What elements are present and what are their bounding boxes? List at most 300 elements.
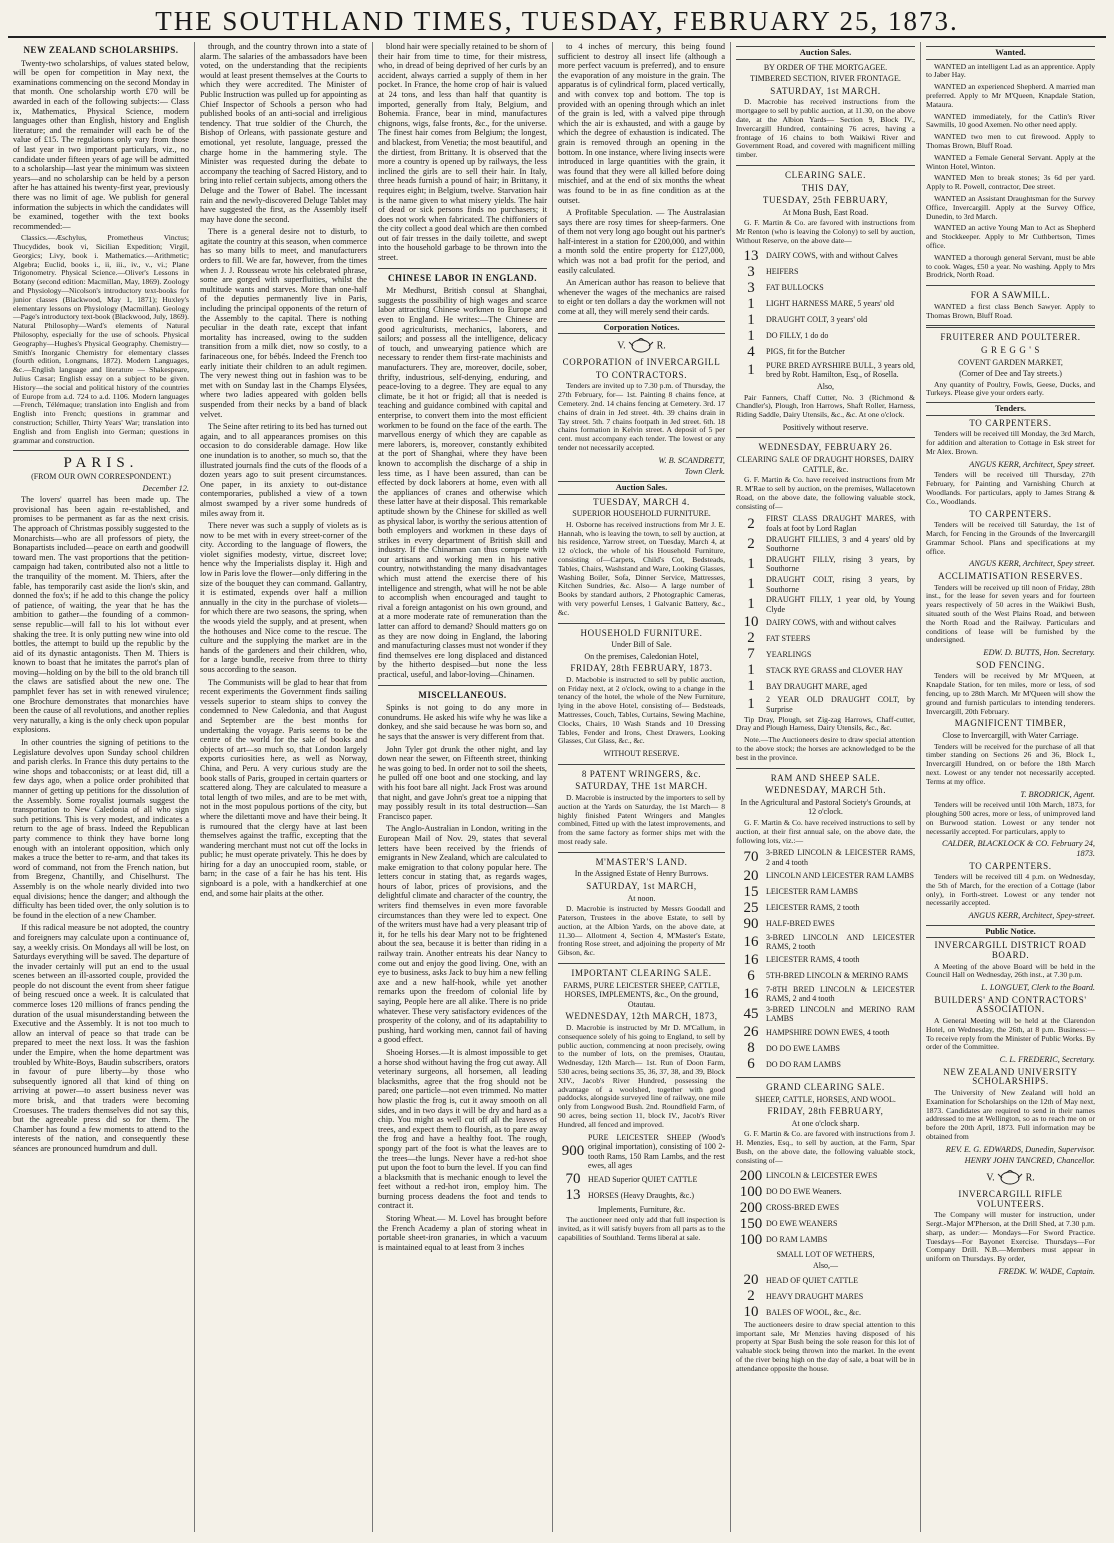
lot-count: 90 xyxy=(743,915,759,932)
builders-heading: BUILDERS' AND CONTRACTORS' ASSOCIATION. xyxy=(934,994,1087,1015)
column-5 xyxy=(731,42,921,1532)
lot-count: 3 xyxy=(747,263,755,280)
lot-count: 2 xyxy=(747,630,755,647)
column-3 xyxy=(373,42,553,1532)
crest-right-letter: R. xyxy=(1025,1172,1035,1184)
paris-cont-paragraph-4: There never was such a supply of violets as is now to be met with in every street-corner of the city. According to the language of flowers, the violet signifies modesty, virtue, discreet love; hence why the Imperialists display it. High and low in Paris love the flower—only differing in the size of the bouquet they can command. Gallantry, it is estimated, expends over half a million annually in the city in the purchase of violets—for which there are two seasons, the spring, when the woods yield the supply, and at present, when the hothouses and Nice come to the rescue. The culture and the supplying the market are in the hands of the gardeners and their children, who, for a large bundle, receive from three to thirty sous according to the season. xyxy=(200,521,367,674)
lot-count: 45 xyxy=(743,1005,759,1022)
lot-description: DO FILLY, 1 do do xyxy=(766,331,829,341)
lot-row xyxy=(736,1289,915,1304)
public-notice-header: Public Notice. xyxy=(926,925,1095,939)
covent-garden: COVENT GARDEN MARKET, xyxy=(958,357,1063,367)
chinese-labor-heading: CHINESE LABOR IN ENGLAND. xyxy=(387,272,538,283)
lot-count: 16 xyxy=(743,933,759,950)
one-oclock: At one o'clock sharp. xyxy=(791,1118,860,1128)
road-board-signature: L. LONGUET, Clerk to the Board. xyxy=(981,983,1095,993)
tender-8-signature: ANGUS KERR, Architect, Spey-street. xyxy=(968,911,1095,921)
scholarships-subjects: Classics.—Æschylus, Prometheus Vinctus; Thucydides, book vi, Sicilian Expedition; Virgil, Georgics; Livy, book i. Mathematics.—Arithmetic; Algebra; Euclid, books i., ii, iii., iv., v., vi.; Plane Trigonometry. Physical Science.—Oliver's Lessons in Botany (second edition: Macmillan, May, 1869). Zoology and Physiology—Nicolson's introductory text-books for junior classes (Blackwood, May 1, 1871); Huxley's elementary lessons on Physiology (Macmillan). Geology—Page's introductory text-book (Blackwood, July, 1869). Natural Philosophy—Ward's elements of Natural Philosophy, especially for the use of schools. Physical Geography—Hughes's Physical Geography. Chemistry—Smith's Inorganic Chemistry for elementary classes (fourth edition, Longmans, 1872). Modern Languages, &c.—English language and literature — Shakespeare, Julius Cæsar; English essay on a subject to be given. History—the social and political history of the countries of Europe from a.d. 724 to a.d. 1106. Modern languages—French, Télémaque; translation into English and from English into French; questions in grammar and construction; Schiller, Thirty Years' War; translation into English and from English into German; questions in grammar and construction. xyxy=(13,233,189,445)
lot-count: 2 xyxy=(747,515,755,532)
divider xyxy=(736,1077,915,1078)
lot-description: STACK RYE GRASS and CLOVER HAY xyxy=(766,666,904,676)
lot-row xyxy=(736,695,915,714)
miscellaneous-heading: MISCELLANEOUS. xyxy=(418,689,507,700)
furniture-heading: SUPERIOR HOUSEHOLD FURNITURE. xyxy=(572,509,711,519)
lot-row xyxy=(736,901,915,916)
crest-icon xyxy=(997,1170,1023,1186)
divider xyxy=(558,852,725,853)
lot-description: DO DO RAM LAMBS xyxy=(766,1059,841,1069)
lot-count: 4 xyxy=(747,343,755,360)
wringers-date: SATURDAY, THE 1st MARCH. xyxy=(575,781,708,792)
lot-count: 900 xyxy=(561,1143,585,1160)
lot-row xyxy=(736,615,915,630)
lot-count: 20 xyxy=(743,867,759,884)
wanted-header: Wanted. xyxy=(926,46,1095,60)
lot-count: 26 xyxy=(743,1024,759,1041)
lot-row xyxy=(736,917,915,932)
lot-description: HALF-BRED EWES xyxy=(766,919,835,929)
household-text: D. Macbobie is instructed to sell by public auction, on Friday next, at 2 o'clock, owing to a change in the tenancy of the hotel, the whole of the New Furniture, lying in the above Hotel, consisting of— Bedsteads, Mattresses, Couch, Tables, Curtains, Sewing Machine, Clocks, Chairs, 10 Wash Stands and 10 Dressing Tables, Fender and Irons, Chest Drawers, Looking Glasses, Cut Glass, &c., &c. xyxy=(558,674,725,746)
university-heading: NEW ZEALAND UNIVERSITY SCHOLARSHIPS. xyxy=(943,1066,1078,1087)
auction-sales-header: Auction Sales. xyxy=(558,481,725,495)
misc-paragraph-2: John Tyler got drunk the other night, and lay down near the sewer, on Fifteenth street, thinking he was going to bed. In order not to soil the sheets, he pulled off one boot and one stocking, and lay with his foot bare all night. Jack Frost was around that night, and gave John's great toe a nipping that may possibly result in its total destruction—San Francisco paper. xyxy=(378,744,547,821)
american-paragraph: An American author has reason to believe that whenever the wages of the mechanics are raised to eight or ten dollars a day the workmen will not come at all, they will merely send their cards. xyxy=(558,278,725,317)
lot-row xyxy=(736,313,915,328)
lot-description: DAIRY COWS, with and without calves xyxy=(766,618,896,628)
friday-28: FRIDAY, 28th FEBRUARY, xyxy=(767,1106,884,1117)
wanted-ad: WANTED two men to cut firewood. Apply to Thomas Brown, Bluff Road. xyxy=(926,132,1095,150)
clearing-heading: IMPORTANT CLEARING SALE. xyxy=(571,967,712,978)
tuesday-25: TUESDAY, 25th FEBRUARY, xyxy=(762,195,889,206)
tuesday-march-4: TUESDAY, MARCH 4. xyxy=(593,496,690,507)
mmaster-sub: In the Assigned Estate of Henry Burrows. xyxy=(574,869,709,879)
lot-row xyxy=(736,535,915,554)
contractors-heading: TO CONTRACTORS. xyxy=(595,369,688,380)
lot-row xyxy=(558,1133,725,1171)
tender-1-signature: ANGUS KERR, Architect, Spey street. xyxy=(969,459,1095,469)
lot-description: DRAUGHT FILLIES, 3 and 4 years' old by Southorne xyxy=(766,534,915,554)
lot-row xyxy=(736,1185,915,1200)
lot-count: 20 xyxy=(743,1271,759,1288)
lot-description: 2 YEAR OLD DRAUGHT COLT, by Surprise xyxy=(766,695,915,714)
ram-place: In the Agricultural and Pastoral Society's Grounds, at 12 o'clock. xyxy=(740,797,911,817)
misc-paragraph-4: Shoeing Horses.—It is almost impossible to get a horse shod without having the frog cut away. All veterinary surgeons, all horsemen, all leading blacksmiths, agree that the frog should not be pared; one particle—not even trimmed. No matter how plastic the frog is, cut it away smooth on all sides, and in two days it will be dry and hard as a chip. You might as well cut off all the leaves of trees, and expect them to flourish, as to pare away the frog and have a healthy foot. The rough, spongy part of the foot is what the leaves are to the trees—the lungs. Never have a red-hot shoe put upon the foot to burn the level. If you can find a blacksmith that is mechanic enough to level the feet without a red-hot iron, employ him. The burning process deadens the foot and tends to contract it. xyxy=(378,1047,547,1211)
lot-row xyxy=(736,1217,915,1232)
lot-description: PIGS, fit for the Butcher xyxy=(766,347,845,357)
lot-row xyxy=(736,631,915,646)
lot-count: 70 xyxy=(565,1170,581,1187)
divider xyxy=(736,165,915,166)
household-place: On the premises, Caledonian Hotel, xyxy=(584,651,699,661)
lot-description: LINCOLN & LEICESTER EWES xyxy=(766,1171,878,1181)
divider xyxy=(13,450,189,451)
lot-description: PURE LEICESTER SHEEP (Wood's original importation), consisting of 100 2-tooth Rams, 150 Ram Lambs, and the rest ewes, all ages xyxy=(588,1132,725,1171)
mona-bush-place: At Mona Bush, East Road. xyxy=(782,207,869,217)
lot-row xyxy=(736,869,915,884)
tender-1: Tenders will be received till Monday, the 3rd March, for addition and alteration to Cottage in Esk street for Mr Alex. Brown. xyxy=(926,429,1095,457)
lot-row xyxy=(736,1057,915,1072)
wanted-ad: WANTED immediately, for the Catlin's River Sawmills, 10 good Axemen. No other need apply. xyxy=(926,111,1095,130)
lot-description: LINCOLN AND LEICESTER RAM LAMBS xyxy=(766,871,915,881)
lot-row xyxy=(736,1305,915,1320)
lot-count: 13 xyxy=(565,1186,581,1203)
mortgagee-line: BY ORDER OF THE MORTGAGEE. xyxy=(763,62,888,72)
lot-row xyxy=(736,361,915,380)
lot-row xyxy=(736,985,915,1004)
lot-row xyxy=(736,1005,915,1024)
crest-left-letter: V. xyxy=(986,1172,995,1184)
lot-row xyxy=(736,1233,915,1248)
lot-row xyxy=(736,514,915,533)
lots-grand-2 xyxy=(736,1273,915,1320)
implements-line: Implements, Furniture, &c. xyxy=(597,1204,686,1214)
chinese-labor-paragraph: Mr Medhurst, British consul at Shanghai, suggests the possibility of high wages and scarce labor attracting Chinese workmen to Europe and even to England. He writes:—The Chinese are good agriculturists, mechanics, laborers, and sailors; and possess all the intelligence, delicacy of touch, and unwearying patience which are necessary to render them first-rate machinists and manufacturers. They are, moreover, docile, sober, thrifty, industrious, self-denying, enduring, and peace-loving to a degree. They are equal to any climate, be it hot or frigid; all that is needed is teaching and guidance combined with capital and enterprise, to convert them into the most efficient workmen to be found on the face of the earth. The marvellous energy of which they are capable as mere laborers, is, moreover, constantly exhibited at the port of Shanghai, where they have been known to accomplish the discharge of a ship in less time, as I have been assured, than can be effected by dock laborers at home, even with all the appliances of cranes and otherwise which these latter have at their disposal. This remarkable aptitude shown by the Chinese for skilled as well as physical labor, is worthy the serious attention of both employers and workmen in these days of strikes in every department of British skill and industry. If the Chinaman can thus compete with our artisans and working men in his native country, notwithstanding the many disadvantages which must attend the exercise there of his intelligence and strength, what will he not be able to accomplish when encouraged and taught to rival a foreign antagonist on his own ground, and at a more moderate rate of remuneration than the latter can afford to demand? Should matters go on as they are now doing in England, the laboring and manufacturing classes must not wonder if they find themselves ere long displaced and distanced by the hitherto despised—but none the less practical, useful, and labor-loving—Chinamen. xyxy=(378,286,547,679)
carpenters-heading-1: TO CARPENTERS. xyxy=(969,417,1052,428)
household-heading: HOUSEHOLD FURNITURE. xyxy=(580,627,703,638)
clearing-date: WEDNESDAY, 12th MARCH, 1873, xyxy=(565,1011,718,1022)
lots-draught xyxy=(736,514,915,714)
lot-description: HORSES (Heavy Draughts, &c.) xyxy=(588,1190,694,1200)
tender-5: Tenders will be received by Mr M'Queen, at Knapdale Station, for ten miles, more or less, of sod fencing, up to 28th March. Mr M'Queen will show the ground and furnish particulars to intending tenderers. Invercargill, 20th February. xyxy=(926,671,1095,716)
scholarships-heading: NEW ZEALAND SCHOLARSHIPS. xyxy=(23,45,179,55)
mmaster-text: D. Macrobie is instructed by Messrs Goodall and Paterson, Trustees in the above Estate, to sell by auction, at the Albion Yards, on the above date, at 11.30— Allotment 4, Section 4, M'Master's Estate, fronting Rose street, and adjoining the property of Mr Gibson, &c. xyxy=(558,904,725,958)
column-2 xyxy=(195,42,373,1532)
wringers-heading: 8 PATENT WRINGERS, &c. xyxy=(581,768,702,779)
also-line-2: Also,— xyxy=(812,1261,839,1271)
wringers-text: D. Macrobie is instructed by the importers to sell by auction at the Yards on Saturday, the 1st March— 8 highly finished Patent Wringers and Mangles combined, Fitted up with the latest improvements, and from the same factory as former ships met with the most ready sale. xyxy=(558,793,725,847)
misc-paragraph-5: Storing Wheat.— M. Lovel has brought before the French Academy a plan of storing wheat in portable sheet-iron granaries, in which a vacuum is maintained equal to at least from 3 inches xyxy=(378,1214,547,1252)
lot-count: 1 xyxy=(747,662,755,679)
carpenters-heading-2: TO CARPENTERS. xyxy=(969,508,1052,519)
royal-crest xyxy=(558,338,725,354)
lot-row xyxy=(736,969,915,984)
paris-cont-paragraph-1: through, and the country thrown into a state of alarm. The salaries of the ambassadors have been voted, on the understanding that the recipients would at least present themselves at the Courts to which they were accredited. The Minister of Public Instruction was pulled up for appointing as Chief Inspector of Schools a person who had published books of an anti-social and irreligious tendency. That true soldier of the Church, the Bishop of Orleans, with passionate gesture and emotional, yet resolute, language, pressed the charge home in the hammering style. The Minister was requested during the debate to accompany the teaching of Sacred History, and to bring into relief certain subjects, among others the Deluge and the Tower of Babel. The incessant rain and the newly-discovered Deluge Tablet may have suggested the first, as the Assembly itself may have done the second. xyxy=(200,42,367,224)
acclimatisation-heading: ACCLIMATISATION RESERVES. xyxy=(938,571,1083,582)
tender-6-signature: T. BRODRICK, Agent. xyxy=(1020,789,1095,799)
scholarships-intro: Twenty-two scholarships, of values stated below, will be open for competition in May next, the examinations commencing on the second Monday in that month. One scholarship worth £70 will be awarded in each of the following subjects:— Class ix, Mathematics, Physical Science, modern languages other than English, history and English literature; and the remainder will each be of the value of £15. The regulations only vary from those of last year in two important particulars, viz., no candidate under fifteen years of age will be admitted to a scholarship—last year the minimum was sixteen years—and no scholarship can be held by a person after he has attained his twenty-first year, previously there was no limit of age. We publish for general information the subjects in which the candidates will be examined, together with the text books recommended:— xyxy=(13,58,189,231)
draught-note: Note.—The Auctioneers desire to draw special attention to the above stock; the horses are acknowledged to be the best in the province. xyxy=(736,735,915,762)
crest-left-letter: V. xyxy=(617,340,626,352)
draught-text: G. F. Martin & Co. have received instructions from Mr R. M'Rae to sell by auction, on the premises, Wallacetown Road, on the above date, the following valuable stock, consisting of— xyxy=(736,475,915,511)
column-6 xyxy=(921,42,1100,1532)
lot-description: FAT BULLOCKS xyxy=(766,283,824,293)
lot-description: BAY DRAUGHT MARE, aged xyxy=(766,682,868,692)
builders-signature: C. L. FREDERIC, Secretary. xyxy=(999,1055,1095,1065)
tender-3-signature: ANGUS KERR, Architect, Spey street. xyxy=(969,559,1095,569)
lot-row xyxy=(736,1273,915,1288)
lot-description: HEIFERS xyxy=(766,267,799,277)
divider xyxy=(378,685,547,686)
divider xyxy=(736,768,915,769)
lot-count: 10 xyxy=(743,1303,759,1320)
greggs-heading: G R E G G ' S xyxy=(981,344,1040,355)
mmaster-heading: M'MASTER'S LAND. xyxy=(595,856,688,867)
lot-row xyxy=(736,848,915,867)
paris-cont-paragraph-3: The Seine after retiring to its bed has turned out again, and to all appearances promises on this occasion to do considerable damage. How like one inundation is to another, so much so, that the illustrated journals find the cuts of the floods of a dozen years ago to suit present circumstances. One paper, in its anxiety to out-distance contemporaries, published a view of a town almost swamped by a river some hundreds of miles away from it. xyxy=(200,422,367,518)
lot-description: DAIRY COWS, with and without Calves xyxy=(766,251,898,261)
clearing-sub: FARMS, PURE LEICESTER SHEEP, CATTLE, HORSES, IMPLEMENTS, &c., On the ground, Otautau. xyxy=(563,980,720,1009)
lot-count: 8 xyxy=(747,1040,755,1057)
wednesday-26: WEDNESDAY, FEBRUARY 26. xyxy=(758,442,893,453)
lot-description: LEICESTER RAM LAMBS xyxy=(766,887,859,897)
lot-description: 7-8TH BRED LINCOLN & LEICESTER RAMS, 2 and 4 tooth xyxy=(766,984,915,1004)
timbered-heading: TIMBERED SECTION, RIVER FRONTAGE. xyxy=(750,74,901,84)
divider xyxy=(736,437,915,438)
rifle-text: The Company will muster for instruction, under Sergt.-Major M'Pherson, at the Drill Shed, at 7.30 p.m. sharp, as under:— Mondays—For Sword Practice. Tuesdays—For Bayonet Exercise. Thursdays—For Company Drill. N.B.—Members must appear in uniform on Thursdays. By order, xyxy=(926,1210,1095,1264)
lot-description: HAMPSHIRE DOWN EWES, 4 tooth xyxy=(766,1027,890,1037)
wanted-list xyxy=(926,63,1095,281)
ram-text: G. F. Martin & Co. have received instructions to sell by auction, at their first annual sale, on the above date, the following lots, viz.:— xyxy=(736,817,915,845)
lot-row xyxy=(736,265,915,280)
tender-4: Tenders will be received up till noon of Friday, 28th inst., for the lease for seven years and for fourteen years respectively of 50 acres in the Waikiwi Bush, situated south of the West Plains Road, and between the North Road and the Railway. Particulars and conditions of lease will be furnished by the undersigned. xyxy=(926,582,1095,645)
osborne-notice: H. Osborne has received instructions from Mr J. E. Hannah, who is leaving the town, to sell by auction, at his residence, Yarrow street, on Tuesday, March 4, at 12 o'clock, the whole of his Household Furniture, consisting of—Carpets, Child's Cot, Bedsteads, Tables, Chairs, Washstand and Ware, Looking Glasses, Washing Boiler, Sofa, Dinner Service, Mattresses, Kitchen Sundries, &c. Also— A large number of Books by standard authors, 2 Photographic Cameras, with very powerful Lenses, 1 Galvanic Battery, &c., &c. xyxy=(558,519,725,617)
wanted-ad: WANTED a thorough general Servant, must be able to cook. Wages, £50 a year. No washing. Apply to Mrs Brodrick, North Road. xyxy=(926,252,1095,280)
lot-count: 2 xyxy=(747,535,755,552)
lots-ram xyxy=(736,848,915,1072)
lot-description: 3-BRED LINCOLN & LEICESTER RAMS, 2 and 4 tooth xyxy=(766,848,915,867)
grand-text: G. F. Martin & Co. are favored with instructions from J. H. Menzies, Esq., to sell by auction, at the Farm, Spar Bush, on the above date, the following valuable stock, consisting of— xyxy=(736,1129,915,1165)
lot-description: HEAVY DRAUGHT MARES xyxy=(766,1291,864,1301)
tender-7-signature: CALDER, BLACKLOCK & CO. February 24, 1873. xyxy=(941,839,1095,858)
tender-2: Tenders will be received till Thursday, 27th February, for Painting and Varnishing Church at Woodlands. For particulars, apply to James Strang & Co., Woodlands. xyxy=(926,470,1095,506)
rifle-signature: FREDK. W. WADE, Captain. xyxy=(998,1266,1095,1276)
lot-description: DO RAM LAMBS xyxy=(766,1235,828,1245)
lots-mona xyxy=(736,249,915,380)
road-board-heading: INVERCARGILL DISTRICT ROAD BOARD. xyxy=(934,940,1087,961)
wanted-ad: WANTED an experienced Shepherd. A married man preferred. Apply to Mr M'Queen, Knapdale Station, Mataura. xyxy=(926,82,1095,109)
timbered-date: SATURDAY, 1st MARCH. xyxy=(770,85,881,96)
paris-heading: PARIS. xyxy=(63,455,139,472)
rifle-heading: INVERCARGILL RIFLE VOLUNTEERS. xyxy=(958,1188,1063,1209)
wethers-line: SMALL LOT OF WETHERS, xyxy=(776,1249,875,1259)
lot-count: 3 xyxy=(747,279,755,296)
lot-count: 1 xyxy=(747,696,755,713)
lot-description: 3-BRED LINCOLN and MERINO RAM LAMBS xyxy=(766,1004,915,1024)
lot-row xyxy=(736,1201,915,1216)
tender-4-signature: EDW. D. BUTTS, Hon. Secretary. xyxy=(983,648,1095,658)
without-reserve: WITHOUT RESERVE. xyxy=(603,749,680,759)
lot-count: 1 xyxy=(747,555,755,572)
lot-count: 1 xyxy=(747,678,755,695)
column-1 xyxy=(8,42,195,1532)
paris-paragraph-2: In other countries the signing of petitions to the Legislature devolves upon Sunday school children and parish clerks. In France this duty pertains to the wine shops and tobacconists; or at least did, till a few days ago, when a police order prohibited that manner of getting up petitions for the dissolution of the Assembly. Some royalist journals suggest the transportation to New Caledonia of all who sign such petitions. This is very modest, and indicates a return to the age of brass. Indeed the Republican party commence to think they have borne long enough with an intolerant opposition, which only makes a truce the better to re-arm, and that takes its word of command, not from the French nation, but from Bregenz, Chantilly, and Chiselhurst. The Assembly is on the whole nearly divided into two equal divisions; hence the danger; and although the difficulty has been tided over, the only solution is to be found in the election of a new Chamber. xyxy=(13,738,189,920)
lots-grand xyxy=(736,1169,915,1248)
mona-implements: Pair Fanners, Chaff Cutter, No. 3 (Richmond & Chandler's), Plough, Iron Harrows, Shaft Roller, Harness, Riding Saddle, Dairy Utensils, &c., &c. At one o'clock. xyxy=(736,392,915,420)
positive-line: Positively without reserve. xyxy=(782,422,869,432)
lot-row xyxy=(736,329,915,344)
lot-description: FAT STEERS xyxy=(766,634,811,644)
mmaster-date: SATURDAY, 1st MARCH, xyxy=(586,881,697,892)
lot-description: BALES OF WOOL, &c., &c. xyxy=(766,1307,861,1317)
sawmill-heading: FOR A SAWMILL. xyxy=(970,290,1051,301)
lot-row xyxy=(736,297,915,312)
ram-heading: RAM AND SHEEP SALE. xyxy=(770,772,881,783)
lot-count: 70 xyxy=(743,849,759,866)
university-signature-1: REV. E. G. EDWARDS, Dunedin, Supervisor. xyxy=(945,1144,1095,1154)
wanted-ad: WANTED an active Young Man to Act as Shepherd and Stockkeeper. Apply to Mr Cuthbertson, Times office. xyxy=(926,223,1095,250)
clearing-closing: The auctioneer need only add that full inspection is invited, as it will satisfy buyers from all parts as to the capabilities of Southland. Terms liberal at sale. xyxy=(558,1215,725,1243)
draught-implements: Tip Dray, Plough, set Zig-zag Harrows, Chaff-cutter, Dray and Plough Harness, Dairy Utensils, &c., &c. xyxy=(736,714,915,733)
lot-count: 6 xyxy=(747,1056,755,1073)
paris-cont-paragraph-5: The Communists will be glad to hear that from recent experiments the Government finds sailing vessels superior to steam ships to convey the condemned to New Caledonia, and that August and September are the best months for undertaking the voyage. Paris seems to be the centre of the world for the sale of books and objects of art—so much so, that London largely exports curiosities here, as well as Norway, China, and Peru. A very curious study are the book stalls of Paris, grouped in certain quarters or scattered along. They are calculated to measure a total length of two miles, and are to be met with, not in the most populous portions of the city, but where the dilettanti move and have their being. It is rumoured that the clergy have at last been themselves against the traffic, excepting that the wandering merchant must not cut off the locks in public; he must operate privately. This he does by hiring for a day an unoccupied room, stable, or barn; in the case of a fair he has his tent. His signboard is a pole, with a handkerchief at one end, and some hair plaits at the other. xyxy=(200,677,367,898)
lot-row xyxy=(736,249,915,264)
lot-row xyxy=(736,953,915,968)
lot-count: 13 xyxy=(743,247,759,264)
lot-row xyxy=(736,1041,915,1056)
university-signature-2: HENRY JOHN TANCRED, Chancellor. xyxy=(964,1156,1095,1166)
auction-sales-header: Auction Sales. xyxy=(736,46,915,60)
divider xyxy=(926,285,1095,286)
lot-count: 16 xyxy=(743,985,759,1002)
misc-paragraph-3: The Anglo-Australian in London, writing in the European Mail of Nov. 29, states that several letters have been received by the friends of emigrants in New Zealand, which are calculated to make emigration to that colony popular here. The letters concur in stating that, as regards wages, hours of labor, prices of provisions, and the delightful climate and character of the country, the writers find themselves in even more favorable circumstances than they were led to expect. One of the writers must have had a very pleasant trip of it, for he tells his dear Mary not to be frightened about the sea, because it is better than riding in a railway train. Another entreats his dear Nancy to come out and enjoy the good living. One, with an eye to business, asks Jack to buy him a new felling axe and a new half-hook, while yet another remarks upon the freedom of colonial life by saying, People here are all alike. There is no pride whatever. These very satisfactory evidences of the prosperity of the colony, and of its adaptability to pushing, hard working men, cannot fail of having a good effect. xyxy=(378,824,547,1045)
paris-cont-paragraph-2: There is a general desire not to disturb, to agitate the country at this season, when commerce has so many bills to meet, and manufacturers orders to fill. We are far, however, from the times when J. J. Rousseau wrote his celebrated phrase, some are gorged with superfluities, whilst the multitude wants and starves. More than one-half of the deputies permanently live in Paris, including the principal opponents of the return of the Assembly to the capital. There is nothing peculiar in the death rate, except that infant mortality has increased, owing to the sudden transition from a milk diet, now so costly, to a farinaceous one, for bébés. Indeed the French too early initiate their children to an adult regimen. The very newest thing out in fashion was to be met with on Sunday last in the Champs Elysées, where two ladies appeared with golden bells suspended from their necks by a band of black velvet. xyxy=(200,227,367,419)
lot-count: 100 xyxy=(739,1231,763,1248)
masthead: THE SOUTHLAND TIMES, TUESDAY, FEBRUARY 25, 1873. xyxy=(8,6,1106,38)
lot-count: 100 xyxy=(739,1183,763,1200)
lot-description: DO EWE WEANERS xyxy=(766,1219,838,1229)
lot-count: 1 xyxy=(747,311,755,328)
lot-description: DRAUGHT COLT, rising 3 years, by Southorne xyxy=(766,575,915,594)
paris-byline: (FROM OUR OWN CORRESPONDENT.) xyxy=(31,472,171,481)
also-line: Also, xyxy=(816,381,835,391)
tenders-header: Tenders. xyxy=(926,402,1095,416)
paris-paragraph-3: If this radical measure be not adopted, the country and foreigners may calculate upon a continuance of, say, a weekly crisis. On Mondays all will be lost, on Saturdays everything will be saved. The departure of the invader certainly will put an end to the usual scenes between an ill-assorted couple, provided the people do not discount the event from sheer fatigue of being rescued once a week. It is calculated that commerce loses 120 millions of francs pending the duration of the usual misunderstanding between the Executive and the Assembly. It is not too much to allow an interval of peace so that trade can be prepared to meet the next loss. It was the fashion under the Empire, when the home department was troubled by White-Boys, Baudin subscribers, orators in favour of pure liberty—by those who subsequently ignored all that kind of thing on arriving at power—to assert business never was more brisk, and that traders were becoming Croesuses. The traders themselves did not say this, but the agreeable press did so for them. The Chamber has found a few moments to attend to the interests of the nation, and consequently these séances are pronounced humdrum and dull. xyxy=(13,923,189,1153)
tender-6: Tenders will be received for the purchase of all that timber standing on Sections 26 and 36, Block I., Invercargill Hundred, on or before the 18th March next. Lowest or any tender not necessarily accepted. Terms at my office. xyxy=(926,741,1095,786)
corporation-signature-title: Town Clerk. xyxy=(684,467,725,477)
speculation-paragraph: A Profitable Speculation. — The Australasian says there are rosy times for sheep-farmers. One of them not very long ago bought out his partner's half-interest in a station for £200,000, and within a month sold the entire property for £127,000, which was not a bad profit for the period, and easily calculated. xyxy=(558,208,725,275)
wanted-ad: WANTED an intelligent Lad as an apprentice. Apply to Jaber Hay. xyxy=(926,61,1095,80)
lot-description: LEICESTER RAMS, 4 tooth xyxy=(766,955,860,965)
grand-heading: GRAND CLEARING SALE. xyxy=(766,1082,885,1093)
paris-date: December 12. xyxy=(142,483,189,493)
mmaster-time: At noon. xyxy=(627,893,656,903)
column-4 xyxy=(553,42,731,1532)
misc-paragraph-1: Spinks is not going to do any more in conundrums. He asked his wife why he was like a donkey, and she said because he was born so, and he says that the answer is very different from that. xyxy=(378,703,547,741)
wanted-ad: WANTED an Assistant Draughtsman for the Survey Office, Invercargill. Apply at the Survey Office, Dunedin, to 3rd March. xyxy=(926,193,1095,221)
lot-row xyxy=(558,1172,725,1187)
university-text: The University of New Zealand will hold an Examination for Scholarships on the 12th of May next, 1873. Candidates are required to send in their names addressed to me at Wellington, so as to reach me on or before the 20th April, 1873. Full information may be obtained from xyxy=(926,1088,1095,1141)
lot-row xyxy=(736,885,915,900)
lot-count: 25 xyxy=(743,899,759,916)
paris-paragraph-1: The lovers' quarrel has been made up. The provisional has been again re-established, and promises to be permanent as far as the next crisis. The approach of Christmas possibly suggested to the Monarchists—who are all professors of piety, the Bonapartists included—peace on earth and goodwill toward men. The vast proportions that the petition-campaign had taken, contributed also not a little to the tranquility of the moment. M. Thiers, after the fable, has temporarily cast aside the lion's skin, and donned the fox's; if he add to this change the policy of patience, of waiting, the year that he has the ambition to gather—the founding of a common-sense republic—will fall to his lot without ever shaking the tree. It is only putting new wine into old bottles, the attempt to build up the republic by the aid of its dynastic antagonists. Then M. Thiers is known to boast that he imitates the parrot's plan of moving—holding on by the bill to the old branch till the claws are satisfied about the new one. The pamphlet fever has set in with renewed virulence; one Brochure demonstrates that monarchies have been the cause of all revolutions, and another replies very naturally, a king is the only check upon popular explosions. xyxy=(13,495,189,735)
lot-description: LIGHT HARNESS MARE, 5 years' old xyxy=(766,299,894,309)
lot-description: 3-BRED LINCOLN AND LEICESTER RAMS, 2 tooth xyxy=(766,932,915,952)
lot-description: 5TH-BRED LINCOLN & MERINO RAMS xyxy=(766,971,909,981)
lot-description: FIRST CLASS DRAUGHT MARES, with foals at foot by Lord Raglan xyxy=(766,514,915,534)
wednesday-5: WEDNESDAY, MARCH 5th. xyxy=(764,785,887,796)
crest-right-letter: R. xyxy=(656,340,666,352)
lot-count: 1 xyxy=(747,361,755,378)
lot-count: 200 xyxy=(739,1167,763,1184)
lot-count: 7 xyxy=(747,646,755,663)
clearing-text: D. Macrobie is instructed by Mr D. M'Callum, in consequence solely of his going to England, to sell by public auction, commencing at noon precisely, owing to the number of lots, on the premises, Otautau, Wednesday, 12th March— 1st. Run of Doon Farm, 530 acres, being sections 35, 36, 37, 38, and 39, Block XIV., Jacob's River Hundred, possessing the advantage of a woolshed, together with good paddocks, alongside surveyed line of railway, one mile only from Longwood Bush. 2nd. Roundfield Farm, of 90 acres, being section 11, block IV., Jacob's River Hundred, all fenced and improved. xyxy=(558,1022,725,1129)
timbered-text: D. Macrobie has received instructions from the mortgagee to sell by public auction, at 11.30, on the above date, at the Albion Yards— Section 9, Block IV., Invercargill Hundred, containing 76 acres, having a frontage of 16 chains to both Waikiwi River and Government Road, and covered with magnificent milling timber. xyxy=(736,97,915,160)
this-day: THIS DAY, xyxy=(801,182,850,193)
carpenters-heading-3: TO CARPENTERS. xyxy=(969,860,1052,871)
lot-description: YEARLINGS xyxy=(766,650,812,660)
timber-heading: MAGNIFICENT TIMBER, xyxy=(954,718,1067,729)
divider xyxy=(558,623,725,624)
corporation-signature: W. B. SCANDRETT, xyxy=(658,455,725,465)
corporation-title: CORPORATION of INVERCARGILL xyxy=(562,357,721,368)
wanted-ad: WANTED Men to break stones; 3s 6d per yard. Apply to R. Powell, contractor, Dee street. xyxy=(926,173,1095,192)
lot-row xyxy=(736,933,915,952)
lot-row xyxy=(736,345,915,360)
fruiterer-heading: FRUITERER AND POULTERER. xyxy=(940,332,1081,343)
grand-sub: SHEEP, CATTLE, HORSES, AND WOOL. xyxy=(755,1094,896,1104)
lot-description: DRAUGHT COLT, 3 years' old xyxy=(766,315,868,325)
lot-count: 2 xyxy=(747,1287,755,1304)
lot-count: 15 xyxy=(743,883,759,900)
tender-3: Tenders will be received till Saturday, the 1st of March, for Fencing in the Grounds of the Invercargill Grammar School. Plans and specifications at my office. xyxy=(926,520,1095,556)
lot-row xyxy=(558,1188,725,1203)
lot-count: 6 xyxy=(747,967,755,984)
lot-row xyxy=(736,647,915,662)
lot-row xyxy=(736,281,915,296)
lot-row xyxy=(736,575,915,594)
divider xyxy=(926,325,1095,328)
lot-description: DO DO EWE Weaners. xyxy=(766,1187,842,1197)
lot-description: CROSS-BRED EWES xyxy=(766,1203,840,1213)
sawmill-text: WANTED a first class Bench Sawyer. Apply to Thomas Brown, Bluff Road. xyxy=(926,301,1095,320)
lot-count: 200 xyxy=(739,1199,763,1216)
household-date: FRIDAY, 28th FEBRUARY, 1873. xyxy=(570,663,713,674)
road-board-text: A Meeting of the above Board will be held in the Council Hall on Wednesday, 26th inst., at 7.30 p.m. xyxy=(926,961,1095,980)
crest-icon xyxy=(628,338,654,354)
household-sub: Under Bill of Sale. xyxy=(611,640,672,650)
contractors-tenders: Tenders are invited up to 7.30 p.m. of Thursday, the 27th February, for— 1st. Painting 8 chains fence, at Cemetery. 2nd. 14 chains fencing at Cemetery. 3rd. 17 chains of drain in Jed street. 4th. 39 chains drain in Tay street. 5th. 7 chains footpath in Jed street. 6th. 18 chains formation in Kelvin street. A deposit of 5 per cent. must accompany each tender. The lowest or any tender not necessarily accepted. xyxy=(558,381,725,452)
lot-row xyxy=(736,555,915,574)
columns xyxy=(8,42,1106,1532)
lot-description: HEAD Superior QUIET CATTLE xyxy=(588,1174,698,1184)
royal-crest xyxy=(926,1170,1095,1186)
lot-count: 1 xyxy=(747,295,755,312)
clearing-sale-heading: CLEARING SALE. xyxy=(785,169,866,180)
lot-description: DRAUGHT FILLY, 1 year old, by Young Clyde xyxy=(766,595,915,614)
divider xyxy=(558,764,725,765)
lot-description: HEAD OF QUIET CATTLE xyxy=(766,1275,859,1285)
tender-8: Tenders will be received till 4 p.m. on Wednesday, the 5th of March, for the erection of a Cottage (labor only), in Forth-street. Lowest or any tender not necessarily accepted. xyxy=(926,872,1095,908)
divider xyxy=(378,268,547,269)
lot-count: 150 xyxy=(739,1215,763,1232)
lot-row xyxy=(736,663,915,678)
lot-count: 1 xyxy=(747,576,755,593)
lot-count: 16 xyxy=(743,951,759,968)
hair-paragraph: blond hair were specially retained to be shorn of their hair from time to time, for their mistress, who, in dread of being deprived of her curls by an accident, always carried a supply of them in her pocket. In France, the home crop of hair is valued at 24 tons, and less than half that quantity is imported, generally from Italy, Belgium, and Bohemia. France, bear in mind, manufactures chignons, wigs, false fronts, &c., for the universe. The finest hair comes from Belgium; the longest, and blackest, from Venetia; the most beautiful, and the dirtiest, from Brittany. It is observed that the more a country is opened up by railways, the less inclined the girls are to sell their hair. In Italy, three heads furnish a pound of hair; in Brittany, it requires eight; in Belgium, twelve. Starvation hair is the name given to what misery yields. The hair of dead or sick persons finds no purchasers; it does not work when fabricated. The chiffoniers of the city collect a good deal which are then combed out of fair tresses in the daily toilette, and swept into the household garbage to be thrown into the street. xyxy=(378,42,547,263)
lot-row xyxy=(736,1169,915,1184)
builders-text: A General Meeting will be held at the Clarendon Hotel, on Wednesday, the 26th, at 8 p.m. Business:—To receive reply from the Minister of Public Works. By order of the Committee. xyxy=(926,1016,1095,1052)
mona-text: G. F. Martin & Co. are favored with instructions from Mr Renton (who is leaving the Colony) to sell by auction, Without Reserve, on the above date— xyxy=(736,218,915,245)
corporation-notices-header: Corporation Notices. xyxy=(558,321,725,335)
wanted-ad: WANTED a Female General Servant. Apply at the Winton Hotel, Winton. xyxy=(926,152,1095,171)
lot-count: 1 xyxy=(747,327,755,344)
divider xyxy=(558,963,725,964)
covent-text: Any quantity of Poultry, Fowls, Geese, Ducks, and Turkeys. Please give your orders early. xyxy=(926,379,1095,398)
grand-note: The auctioneers desire to draw special attention to this important sale, Mr Menzies having disposed of his property at Spar Bush being the sole reason for this lot of valuable stock being thrown into the market. In the event of the river being high on the day of sale, a boat will be in attendance opposite the house. xyxy=(736,1319,915,1373)
lot-description: PURE BRED AYRSHIRE BULL, 3 years old, bred by Robt. Hamilton, Esq., of Rosella. xyxy=(766,360,915,380)
lot-description: DRAUGHT FILLY, rising 3 years, by Southorne xyxy=(766,554,915,574)
lot-description: DO DO EWE LAMBS xyxy=(766,1043,840,1053)
lot-row xyxy=(736,595,915,614)
lot-row xyxy=(736,679,915,694)
timber-sub: Close to Invercargill, with Water Carriage. xyxy=(942,730,1079,740)
covent-sub: (Corner of Dee and Tay streets.) xyxy=(959,369,1062,379)
lot-description: LEICESTER RAMS, 2 tooth xyxy=(766,903,860,913)
wheat-paragraph: to 4 inches of mercury, this being found sufficient to destroy all insect life (although a more perfect vacuum is preferred), and to ensure the evaporation of any moisture in the grain. The apparatus is of cylindrical form, placed vertically, and with convex top and bottom. The top is provided with an opening through which an inlet of the grain is led, with a valved pipe through which the air is exhausted, and with a gauge by which the degree of exhaustion is indicated. The grain is removed through an opening in the bottom. In one instance, where living insects were introduced in large quantities with the grain, it was found that they were all killed before doing mischief, and at the end of six months the wheat was found to be in as fine condition as at the outset. xyxy=(558,42,725,205)
draught-heading: CLEARING SALE OF DRAUGHT HORSES, DAIRY CATTLE, &c. xyxy=(736,455,915,474)
sod-fencing-heading: SOD FENCING. xyxy=(976,659,1045,670)
tender-7: Tenders will be received until 10th March, 1873, for ploughing 500 acres, more or less, of unimproved land on Burwood station. Lowest or any tender not necessarily accepted. For particulars, apply to xyxy=(926,800,1095,836)
